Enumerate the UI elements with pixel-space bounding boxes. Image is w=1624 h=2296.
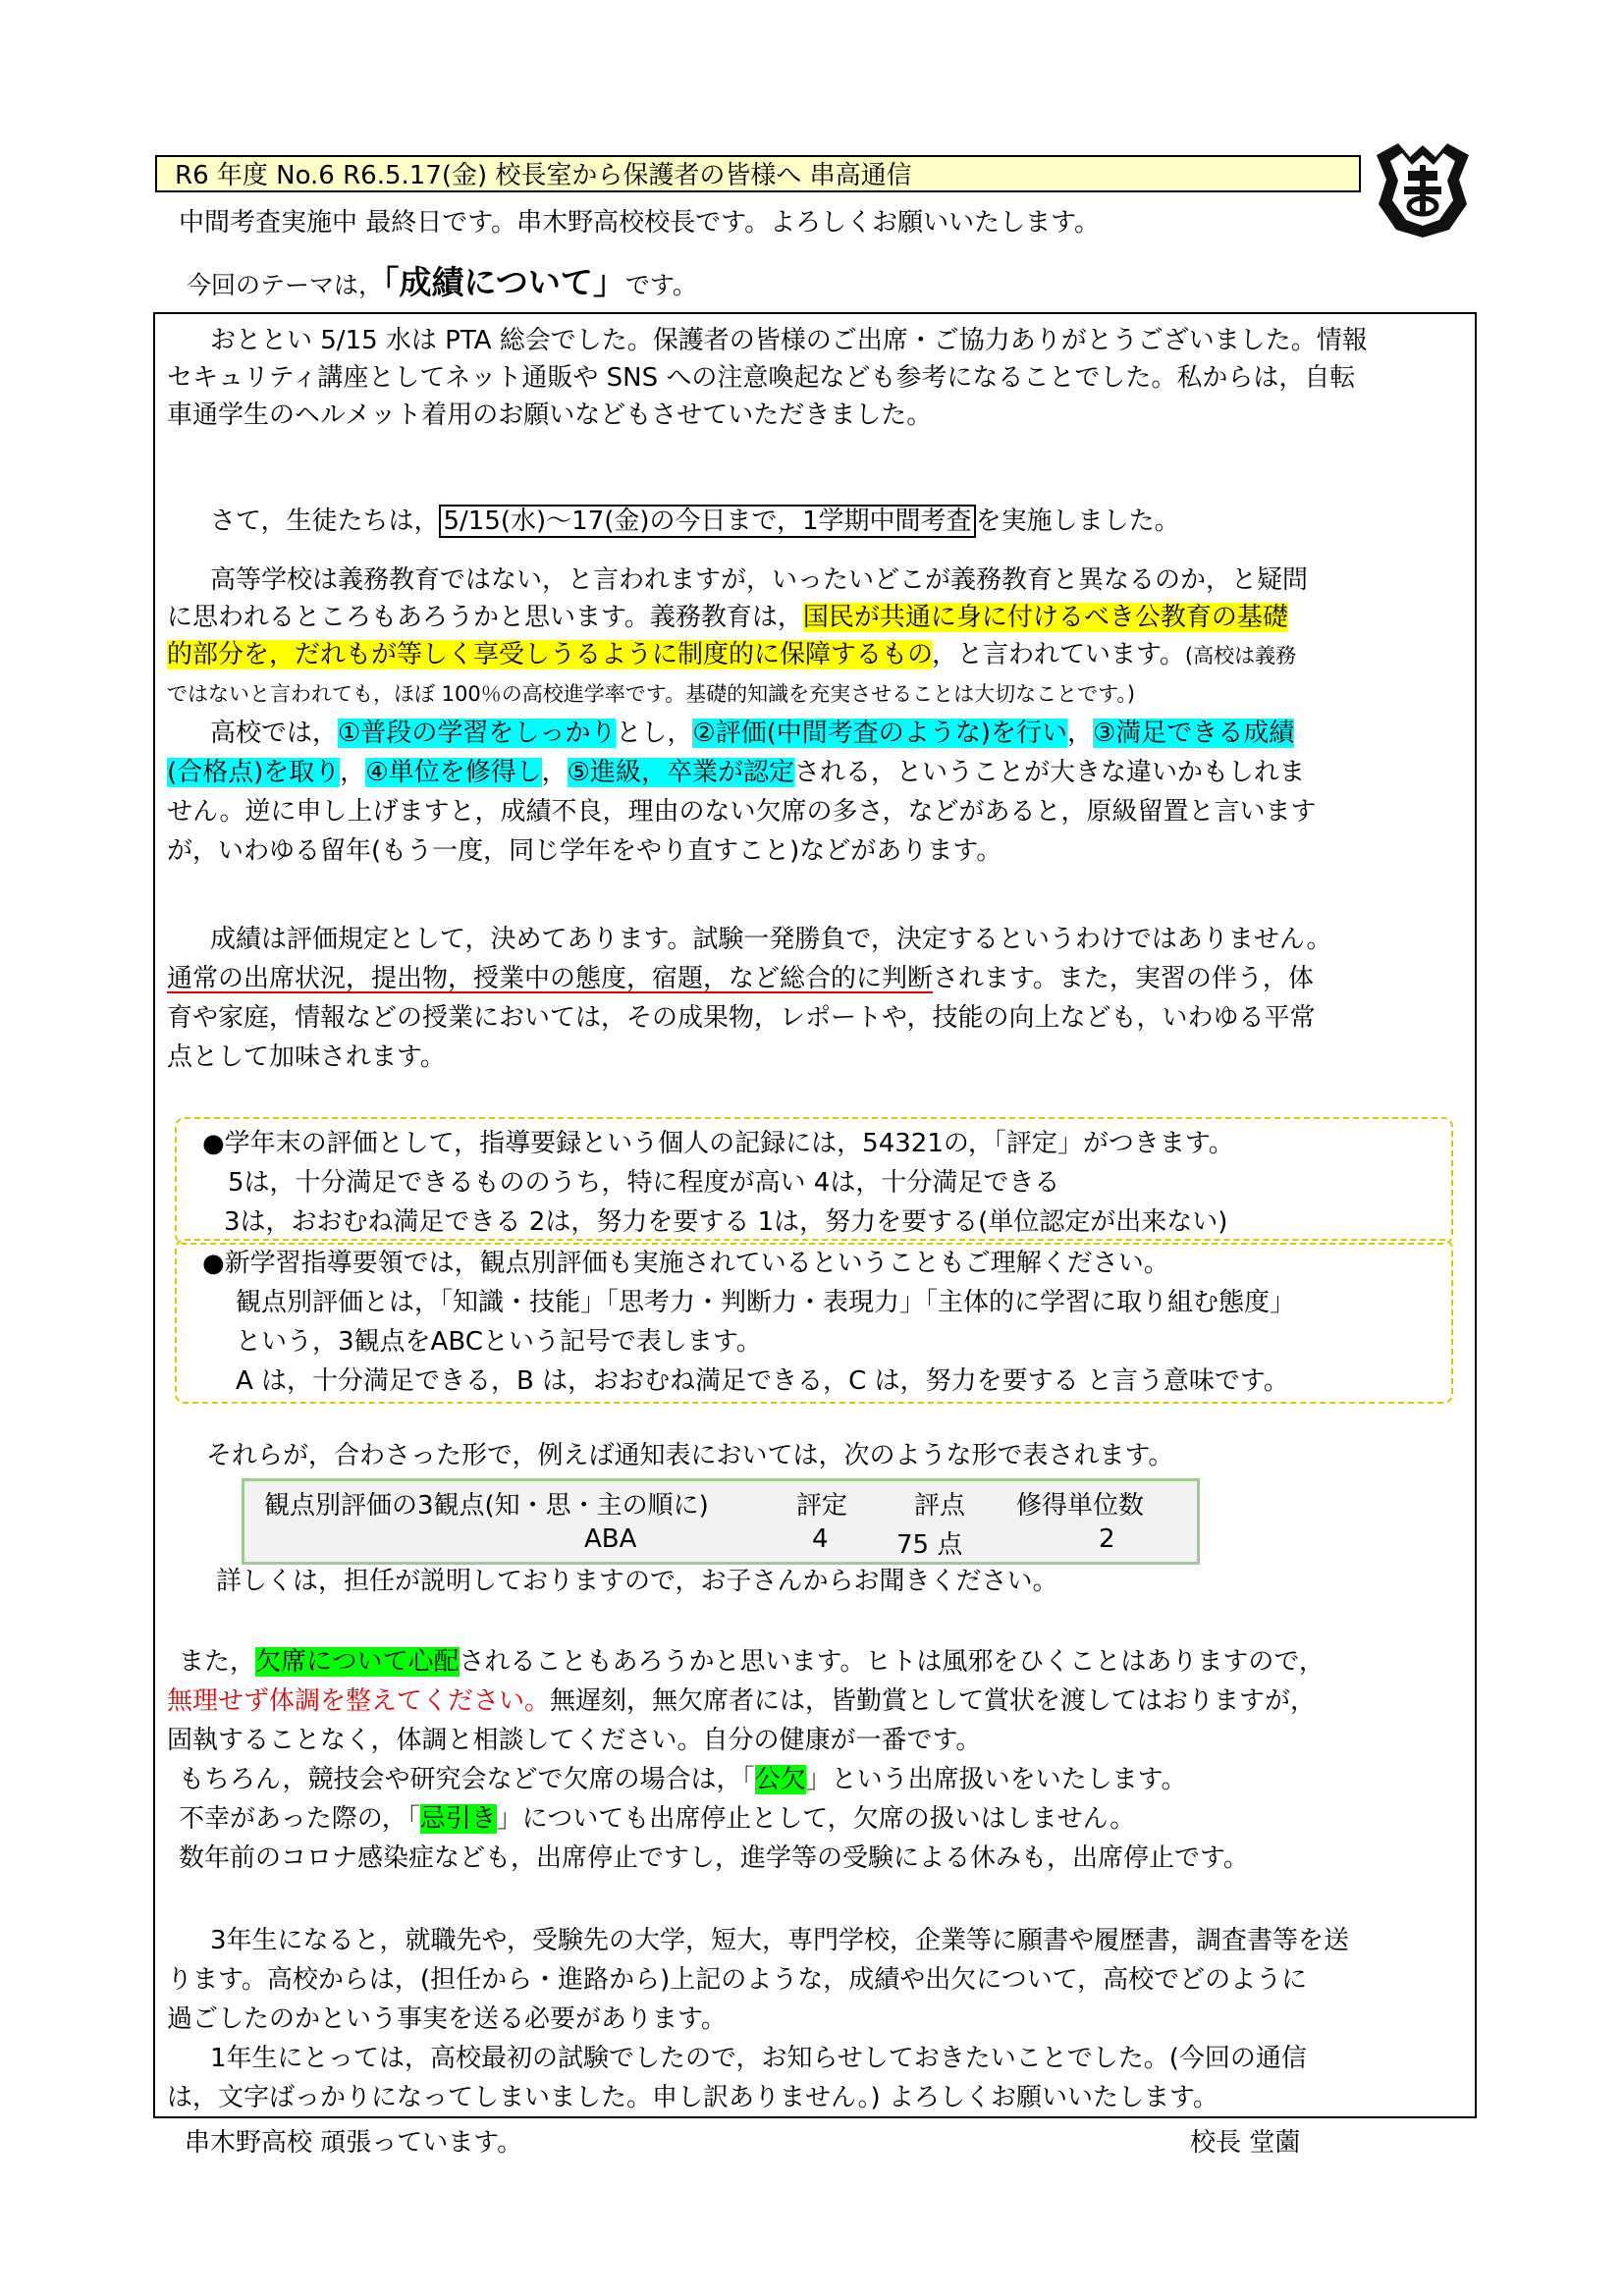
- compulsory-text: ，と言われています。: [931, 640, 1185, 669]
- absence-text: 」という出席扱いをいたします。: [805, 1765, 1187, 1794]
- absence-text: 不幸があった際の，「: [179, 1804, 420, 1834]
- exam-sentence: [210, 505, 1516, 538]
- school-emblem-icon: [1369, 135, 1477, 243]
- hs-text: 高校では，: [210, 719, 339, 748]
- compulsory-line-1: 高等学校は義務教育ではない，と言われますが，いったいどこが義務教育と異なるのか，と疑問: [210, 565, 1309, 595]
- grades-line-4: 点として加味されます。: [167, 1042, 446, 1072]
- theme-prefix: 今回のテーマは，: [187, 271, 384, 299]
- absence-line-6: 数年前のコロナ感染症なども，出席停止ですし，進学等の受験による休みも，出席停止です。: [179, 1843, 1249, 1873]
- grades-text: されます。また，実習の伴う，体: [933, 964, 1314, 993]
- box2-line-1: ●新学習指導要領では，観点別評価も実施されているということもご理解ください。: [202, 1249, 1169, 1278]
- intro-line-2: セキュリティ講座としてネット通販や SNS への注意喚起なども参考になることでした。私からは，自転: [167, 363, 1356, 393]
- header-subtitle: 中間考査実施中 最終日です。串木野高校校長です。よろしくお願いいたします。: [179, 208, 1101, 238]
- compulsory-line-2: [167, 601, 1473, 634]
- absence-text: また，: [179, 1647, 256, 1677]
- grades-line-1: 成績は評価規定として，決めてあります。試験一発勝負で，決定するというわけではありません。: [210, 925, 1332, 954]
- footer-school: 串木野高校 頑張っています。: [185, 2128, 523, 2158]
- hs-highlight-2: ②評価(中間考査のような)を行い: [692, 719, 1067, 748]
- absence-line-4: [179, 1763, 1485, 1796]
- report-header-score: 評点: [914, 1491, 966, 1521]
- bereavement-highlight: 忌引き: [419, 1804, 497, 1834]
- box1-line-2: 5は，十分満足できるもののうち，特に程度が高い 4は，十分満足できる: [228, 1168, 1060, 1198]
- report-value-credits: 2: [1099, 1524, 1115, 1554]
- third-year-line-2: ります。高校からは，(担任から・進路から)上記のような，成績や出欠について，高校でどのように: [167, 1965, 1308, 1995]
- hs-highlight-3: ③満足できる成績: [1092, 719, 1295, 748]
- compulsory-line-3: [167, 638, 1473, 672]
- absence-highlight: 欠席について心配: [255, 1647, 460, 1677]
- box1-line-1: ●学年末の評価として，指導要録という個人の記録には，54321の，「評定」がつきます。: [202, 1129, 1234, 1158]
- box2-line-4: A は，十分満足できる，B は，おおむね満足できる，C は，努力を要する と言う意味です。: [236, 1366, 1289, 1396]
- official-absence-highlight: 公欠: [754, 1765, 806, 1794]
- report-header-rating: 評定: [796, 1491, 848, 1521]
- exam-period-box: 5/15(水)～17(金)の今日まで，1学期中間考査: [439, 505, 975, 538]
- report-intro: それらが，合わさった形で，例えば通知表においては，次のような形で表されます。: [206, 1441, 1174, 1470]
- absence-red-text: 無理せず体調を整えてください。: [167, 1686, 551, 1716]
- hs-text: される，ということが大きな違いかもしれま: [793, 758, 1305, 787]
- absence-line-3: 固執することなく，体調と相談してください。自分の健康が一番です。: [167, 1726, 982, 1755]
- intro-line-1: おととい 5/15 水は PTA 総会でした。保護者の皆様のご出席・ご協力ありがとうございました。情報: [210, 326, 1368, 355]
- absence-line-1: [179, 1645, 1485, 1679]
- compulsory-highlight-1: 国民が共通に身に付けるべき公教育の基礎: [802, 603, 1288, 632]
- third-year-line-1: 3年生になると，就職先や，受験先の大学，短大，専門学校，企業等に願書や履歴書，調査書等を送: [210, 1926, 1350, 1955]
- theme-suffix: です。: [624, 271, 697, 299]
- exam-prefix: さて，生徒たちは，: [210, 507, 440, 536]
- highschool-line-3: せん。逆に申し上げますと，成績不良，理由のない欠席の多さ，などがあると，原級留置と言います: [167, 797, 1317, 827]
- hs-text: ，: [1066, 719, 1093, 748]
- report-note: 詳しくは，担任が説明しておりますので，お子さんからお聞きください。: [216, 1567, 1058, 1596]
- hs-highlight-6: ⑤進級，卒業が認定: [567, 758, 794, 787]
- highschool-line-2: [167, 756, 1473, 789]
- absence-line-5: [179, 1802, 1485, 1836]
- absence-text: 無遅刻，無欠席者には，皆勤賞として賞状を渡してはおりますが，: [550, 1686, 1317, 1716]
- report-card-table: [242, 1478, 1200, 1565]
- hs-text: ，: [541, 758, 568, 787]
- footer-principal: 校長 堂薗: [1190, 2128, 1301, 2158]
- intro-line-3: 車通学生のヘルメット着用のお願いなどもさせていただきました。: [167, 400, 933, 430]
- absence-text: されることもあろうかと思います。ヒトは風邪をひくことはありますので，: [459, 1647, 1325, 1677]
- compulsory-note: (高校は義務: [1184, 644, 1297, 667]
- report-value-rating: 4: [812, 1524, 829, 1554]
- hs-highlight-1: ①普段の学習をしっかり: [338, 719, 617, 748]
- grades-line-3: 育や家庭，情報などの授業においては，その成果物，レポートや，技能の向上なども，いわゆる平常: [167, 1003, 1316, 1033]
- box2-line-2: 観点別評価とは，「知識・技能」「思考力・判断力・表現力」「主体的に学習に取り組む態度」: [236, 1288, 1296, 1317]
- third-year-line-3: 過ごしたのかという事実を送る必要があります。: [167, 2004, 727, 2034]
- box2-line-3: という，3観点をABCという記号で表します。: [236, 1327, 762, 1357]
- compulsory-line-4: ではないと言われても，ほぼ 100％の高校進学率です。基礎的知識を充実させることは大切なことです。): [167, 682, 1136, 706]
- report-header-viewpoints: 観点別評価の3観点(知・思・主の順に): [264, 1491, 709, 1521]
- box1-line-3: 3は，おおむね満足できる 2は，努力を要する 1は，努力を要する(単位認定が出来ない): [224, 1207, 1228, 1237]
- highschool-line-1: [210, 717, 1516, 750]
- absence-text: もちろん，競技会や研究会などで欠席の場合は，「: [179, 1765, 755, 1794]
- report-header-credits: 修得単位数: [1016, 1491, 1145, 1521]
- third-year-line-4: 1年生にとっては，高校最初の試験でしたので，お知らせしておきたいことでした。(今回の通信: [210, 2044, 1307, 2073]
- newsletter-title: R6 年度 No.6 R6.5.17(金) 校長室から保護者の皆様へ 串高通信: [155, 155, 1361, 192]
- report-value-score: 75 点: [896, 1530, 963, 1560]
- compulsory-highlight-2: 的部分を，だれもが等しく享受しうるように制度的に保障するもの: [167, 640, 932, 669]
- theme-line: [187, 257, 697, 303]
- theme-main: 「成績について」: [383, 263, 625, 301]
- hs-highlight-5: ④単位を修得し: [365, 758, 542, 787]
- absence-text: 」についても出席停止として，欠席の扱いはしません。: [496, 1804, 1136, 1834]
- hs-text: ，: [340, 758, 366, 787]
- hs-highlight-4: (合格点)を取り: [167, 758, 341, 787]
- exam-suffix: を実施しました。: [975, 507, 1180, 536]
- highschool-line-4: が，いわゆる留年(もう一度，同じ学年をやり直すこと)などがあります。: [167, 836, 1002, 866]
- report-value-viewpoints: ABA: [584, 1524, 637, 1554]
- hs-text: とし，: [616, 719, 693, 748]
- absence-line-2: [167, 1684, 1473, 1718]
- grades-line-2: [167, 962, 1473, 995]
- compulsory-text: に思われるところもあろうかと思います。義務教育は，: [167, 603, 803, 632]
- grades-underlined: 通常の出席状況，提出物，授業中の態度，宿題，など総合的に判断: [167, 964, 934, 993]
- third-year-line-5: は，文字ばっかりになってしまいました。申し訳ありません。) よろしくお願いいたします。: [167, 2083, 1218, 2112]
